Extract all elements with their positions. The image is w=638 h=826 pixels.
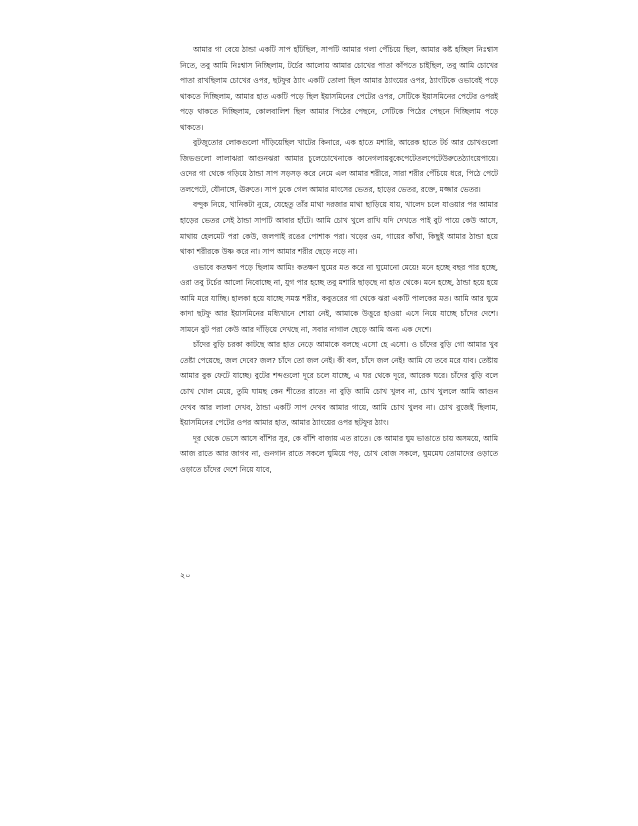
paragraph-1: আমার গা বেয়ে ঠান্ডা একটি সাপ হাঁটছিল, সাপটি আমার গলা পেঁচিয়ে ছিল, আমার কষ্ট হচ্ছিল নিঃশ্বাস নিতে, তবু আমি নিঃশ্বাস নিচ্ছিলাম, টর্চের আলোয় আমার চোখের পাতা কাঁপতে চাইছিল, তবু আমি চোখের পাতা রাখছিলাম চোখের ওপর, ছটফুর ঠ্যাং একটি তোলা ছিল আমার ঠ্যাংয়ের ওপর, ঠ্যাংটিকে ওভাবেই পড়ে থাকতে দিচ্ছিলাম, আমার হাত একটি পড়ে ছিল ইয়াসমিনের পেটের ওপর, সেটিকে ইয়াসমিনের পেটের ওপরই পড়ে থাকতে দিচ্ছিলাম, কোলবালিশ ছিল আমার পিঠের পেছনে, সেটিকে পিঠের পেছনে দিচ্ছিলাম পড়ে থাকতে।	[180, 45, 498, 132]
paragraph-2: বুটজুতোর লোকগুলো দাঁড়িয়েছিল খাটের কিনারে, এক হাতে মশারি, আরেক হাতে টর্চ আর চোখগুলো জিভগুলো লালাঝরা আগুনঝরা আমার চুলেচোখেনাকে কানেগলায়বুকেপেটেতলপেটেউরুতেঠ্যাংয়েপায়ে। ওদের গা থেকে গড়িয়ে ঠান্ডা সাপ সড়সড় করে নেমে এল আমার শরীরে, সারা শরীর পেঁচিয়ে ধরে, পিঠে পেটে তলপেটে, যৌনাঙ্গে, ঊরুতে। সাপ ঢুকে গেল আমার মাংসের ভেতর, হাড়ের ভেতর, রক্তে, মজ্জার ভেতর।	[180, 138, 498, 194]
paragraph-5: চাঁদের বুড়ি চরকা কাটছে আর হাত নেড়ে আমাকে বলছে এসো হে এসো। ও চাঁদের বুড়ি গো আমার খুব তেষ্টা পেয়েছে, জল দেবে? জল? চাঁদে তো জল নেই। কী বল, চাঁদে জল নেই! আমি যে তবে মরে যাব। তেষ্টায় আমার বুক ফেটে যাচ্ছে। বুটের শব্দগুলো দূরে চলে যাচ্ছে, এ ঘর থেকে দূরে, আরেক ঘরে। চাঁদের বুড়ি বলে চোখ খোল মেয়ে, তুমি ঘামছ কেন শীতের রাতে! না বুড়ি আমি চোখ খুলব না, চোখ খুললে আমি আগুন দেখব আর লালা দেখব, ঠান্ডা একটি সাপ দেখব আমার গায়ে, আমি চোখ খুলব না। চোখ বুজেই ছিলাম, ইয়াসমিনের পেটের ওপর আমার হাত, আমার ঠ্যাংয়ের ওপর ছটফুর ঠ্যাং।	[180, 340, 498, 428]
paragraph-3: বন্দুক নিয়ে, খানিকটা নুয়ে, যেহেতু তাঁর মাথা দরজার মাথা ছাড়িয়ে যায়, খালেদ চলে যাওয়ার পর আমার হাড়ের ভেতর সেই ঠান্ডা সাপটি আবার হাঁটে। আমি চোখ খুলে রাখি যদি দেখতে পাই বুট পায়ে কেউ আসে, মাথায় হেলমেট পরা কেউ, জলপাই রঙের পোশাক পরা। খড়ের ওম, গায়ের কাঁথা, কিছুই আমার ঠান্ডা হয়ে থাকা শরীরকে উষ্ণ করে না। সাপ আমার শরীর ছেড়ে নড়ে না।	[180, 200, 498, 257]
paragraph-4: ওভাবে কতক্ষণ পড়ে ছিলাম আমি! কতক্ষণ ঘুমের মত করে না ঘুমোনো মেয়ে! মনে হচ্ছে বছর পার হচ্ছে, ওরা তবু টর্চের আলো নিবোচ্ছে না, যুগ পার হচ্ছে তবু মশারি ছাড়ছে না হাত থেকে। মনে হচ্ছে, ঠান্ডা হয়ে হয়ে আমি মরে যাচ্ছি। হালকা হয়ে যাচ্ছে সমস্ত শরীর, কবুতরের গা থেকে ঝরা একটি পালকের মত। আমি আর ঘুমে কাদা ছটফু আর ইয়াসমিনের মধ্যিখানে শোয়া নেই, আমাকে উত্তুরে হাওয়া এসে নিয়ে যাচ্ছে চাঁদের দেশে। সামনে বুট পরা কেউ আর দাঁড়িয়ে দেখছে না, সবার নাগাল ছেড়ে আমি অন্য এক দেশে।	[180, 262, 498, 334]
paragraph-6: দূর থেকে ভেসে আসে বাঁশির সুর, কে বাঁশি বাজায় এত রাতে। কে আমার ঘুম ভাঙাতে চায় অসময়ে, আমি আজ রাতে আর জাগব না, গুনগান রাতে সকলে ঘুমিয়ে পড়, চোখ বোজ সকলে, ঘুমমেঘ তোমাদের ওড়াতে ওড়াতে চাঁদের দেশে নিয়ে যাবে,	[180, 433, 498, 474]
page-number: ২০	[180, 571, 191, 580]
body-text	[180, 42, 498, 477]
